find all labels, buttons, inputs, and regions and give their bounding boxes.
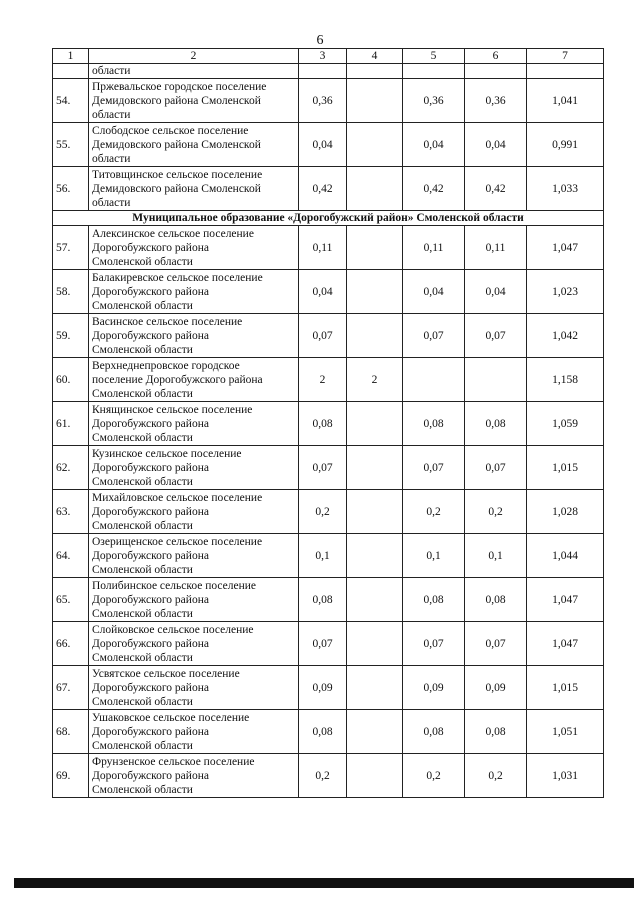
table-row — [53, 622, 604, 666]
row-value-c6: 0,2 — [465, 490, 527, 534]
row-value-c5: 0,11 — [403, 226, 465, 270]
row-value-c4 — [347, 622, 403, 666]
row-name-line: Дорогобужского района — [92, 593, 209, 606]
row-value-c5: 0,08 — [403, 578, 465, 622]
row-name — [89, 402, 299, 446]
row-number: 56. — [53, 167, 89, 211]
row-value-c6: 0,08 — [465, 402, 527, 446]
row-value-c5: 0,1 — [403, 534, 465, 578]
row-value-c7: 1,044 — [527, 534, 604, 578]
row-value-c7: 1,051 — [527, 710, 604, 754]
row-number: 65. — [53, 578, 89, 622]
row-name-line: Кузинское сельское поселение — [92, 447, 242, 460]
table-row — [53, 270, 604, 314]
row-value-c4 — [347, 79, 403, 123]
table-row — [53, 167, 604, 211]
row-value-c7: 1,015 — [527, 666, 604, 710]
table-row — [53, 578, 604, 622]
row-value-c7: 1,047 — [527, 226, 604, 270]
row-value-c5: 0,2 — [403, 490, 465, 534]
table-row — [53, 710, 604, 754]
table-row — [53, 226, 604, 270]
row-value-c5: 0,07 — [403, 314, 465, 358]
row-name-line: Полибинское сельское поселение — [92, 579, 257, 592]
row-value-c3: 0,09 — [299, 666, 347, 710]
row-name — [89, 270, 299, 314]
continuation-row — [53, 64, 604, 79]
row-value-c4 — [347, 534, 403, 578]
section-title: Муниципальное образование «Дорогобужский район» Смоленской области — [53, 211, 604, 226]
row-number: 64. — [53, 534, 89, 578]
row-value-c3: 0,1 — [299, 534, 347, 578]
row-value-c6: 0,08 — [465, 578, 527, 622]
table-row — [53, 79, 604, 123]
row-value-c7: 1,059 — [527, 402, 604, 446]
row-name-line: Смоленской области — [92, 783, 193, 796]
row-number: 63. — [53, 490, 89, 534]
row-name-line: Демидовского района Смоленской — [92, 182, 261, 195]
row-name — [89, 446, 299, 490]
row-value-c7: 1,041 — [527, 79, 604, 123]
row-number: 69. — [53, 754, 89, 798]
row-value-c6: 0,36 — [465, 79, 527, 123]
row-name-line: Смоленской области — [92, 651, 193, 664]
row-name — [89, 123, 299, 167]
row-name-line: Смоленской области — [92, 475, 193, 488]
row-value-c3: 0,04 — [299, 270, 347, 314]
row-value-c4 — [347, 167, 403, 211]
col-header: 2 — [89, 49, 299, 64]
row-name-line: Дорогобужского района — [92, 417, 209, 430]
row-value-c4: 2 — [347, 358, 403, 402]
row-value-c4 — [347, 446, 403, 490]
row-name-line: Васинское сельское поселение — [92, 315, 243, 328]
row-name-line: Алексинское сельское поселение — [92, 227, 254, 240]
row-value-c7: 1,047 — [527, 578, 604, 622]
row-value-c6: 0,09 — [465, 666, 527, 710]
row-value-c3: 0,07 — [299, 446, 347, 490]
row-name-line: Михайловское сельское поселение — [92, 491, 263, 504]
table-row — [53, 402, 604, 446]
row-value-c7: 1,158 — [527, 358, 604, 402]
row-value-c3: 0,11 — [299, 226, 347, 270]
row-value-c3: 0,2 — [299, 490, 347, 534]
row-name — [89, 666, 299, 710]
row-name-line: Смоленской области — [92, 343, 193, 356]
row-value-c7: 1,042 — [527, 314, 604, 358]
row-value-c4 — [347, 270, 403, 314]
row-name-line: Княщинское сельское поселение — [92, 403, 253, 416]
row-name — [89, 167, 299, 211]
row-name-line: Слойковское сельское поселение — [92, 623, 254, 636]
row-name — [89, 534, 299, 578]
row-name — [89, 710, 299, 754]
row-name-line: Дорогобужского района — [92, 637, 209, 650]
allocation-table — [52, 48, 604, 798]
row-value-c7: 1,031 — [527, 754, 604, 798]
table-row — [53, 446, 604, 490]
row-name — [89, 622, 299, 666]
row-value-c5: 0,04 — [403, 270, 465, 314]
row-name-line: Пржевальское городское поселение — [92, 80, 267, 93]
scan-bottom-edge — [14, 878, 634, 888]
row-name — [89, 79, 299, 123]
row-value-c3: 0,42 — [299, 167, 347, 211]
col-header: 5 — [403, 49, 465, 64]
row-name-line: Демидовского района Смоленской — [92, 94, 261, 107]
row-number: 61. — [53, 402, 89, 446]
column-header-row — [53, 49, 604, 64]
row-number: 57. — [53, 226, 89, 270]
row-value-c5: 0,07 — [403, 446, 465, 490]
row-number: 54. — [53, 79, 89, 123]
row-name-line: поселение Дорогобужского района — [92, 373, 263, 386]
row-name-line: Дорогобужского района — [92, 549, 209, 562]
row-value-c5: 0,36 — [403, 79, 465, 123]
row-value-c4 — [347, 666, 403, 710]
row-number: 59. — [53, 314, 89, 358]
row-value-c7: 0,991 — [527, 123, 604, 167]
row-value-c4 — [347, 490, 403, 534]
row-name — [89, 314, 299, 358]
row-value-c7: 1,047 — [527, 622, 604, 666]
row-value-c4 — [347, 578, 403, 622]
row-value-c3: 0,2 — [299, 754, 347, 798]
row-number: 62. — [53, 446, 89, 490]
row-name-line: Дорогобужского района — [92, 681, 209, 694]
row-number: 68. — [53, 710, 89, 754]
row-name-line: Смоленской области — [92, 607, 193, 620]
row-value-c6: 0,07 — [465, 314, 527, 358]
row-value-c4 — [347, 226, 403, 270]
row-value-c3: 0,07 — [299, 314, 347, 358]
row-name-line: Демидовского района Смоленской — [92, 138, 261, 151]
row-name-line: Смоленской области — [92, 387, 193, 400]
row-name-line: Озерищенское сельское поселение — [92, 535, 263, 548]
row-value-c6: 0,08 — [465, 710, 527, 754]
row-value-c5 — [403, 358, 465, 402]
row-value-c4 — [347, 710, 403, 754]
row-name-line: Смоленской области — [92, 431, 193, 444]
row-name-line: Дорогобужского района — [92, 461, 209, 474]
row-name-line: Дорогобужского района — [92, 505, 209, 518]
table-row — [53, 754, 604, 798]
row-value-c6: 0,1 — [465, 534, 527, 578]
row-value-c6: 0,04 — [465, 270, 527, 314]
table-row — [53, 534, 604, 578]
table-row — [53, 666, 604, 710]
row-name-line: Смоленской области — [92, 695, 193, 708]
row-name-line: области — [92, 152, 131, 165]
row-number: 66. — [53, 622, 89, 666]
row-name-line: Смоленской области — [92, 739, 193, 752]
row-value-c6: 0,2 — [465, 754, 527, 798]
row-name-line: Титовщинское сельское поселение — [92, 168, 263, 181]
row-name-line: Ушаковское сельское поселение — [92, 711, 250, 724]
row-value-c5: 0,08 — [403, 402, 465, 446]
row-number: 67. — [53, 666, 89, 710]
row-name-line: Дорогобужского района — [92, 241, 209, 254]
row-value-c3: 0,08 — [299, 578, 347, 622]
row-value-c5: 0,2 — [403, 754, 465, 798]
row-name-line: Дорогобужского района — [92, 769, 209, 782]
col-header: 7 — [527, 49, 604, 64]
row-name-line: Слободское сельское поселение — [92, 124, 249, 137]
row-name-line: Смоленской области — [92, 563, 193, 576]
row-value-c4 — [347, 402, 403, 446]
row-value-c3: 0,07 — [299, 622, 347, 666]
row-name-line: Фрунзенское сельское поселение — [92, 755, 255, 768]
row-number: 60. — [53, 358, 89, 402]
row-number: 55. — [53, 123, 89, 167]
row-value-c6 — [465, 358, 527, 402]
table-row — [53, 314, 604, 358]
row-value-c3: 0,08 — [299, 402, 347, 446]
row-value-c5: 0,42 — [403, 167, 465, 211]
row-number: 58. — [53, 270, 89, 314]
row-name-line: Дорогобужского района — [92, 329, 209, 342]
row-value-c6: 0,07 — [465, 446, 527, 490]
row-value-c7: 1,028 — [527, 490, 604, 534]
row-value-c3: 0,36 — [299, 79, 347, 123]
row-value-c6: 0,11 — [465, 226, 527, 270]
row-value-c3: 2 — [299, 358, 347, 402]
row-name-line: Дорогобужского района — [92, 725, 209, 738]
col-header: 3 — [299, 49, 347, 64]
row-value-c4 — [347, 314, 403, 358]
row-value-c3: 0,04 — [299, 123, 347, 167]
row-value-c6: 0,42 — [465, 167, 527, 211]
row-name — [89, 358, 299, 402]
row-value-c3: 0,08 — [299, 710, 347, 754]
table-row — [53, 123, 604, 167]
page-number: 6 — [316, 33, 324, 48]
row-name-line: области — [92, 108, 131, 121]
row-value-c7: 1,033 — [527, 167, 604, 211]
table-row — [53, 490, 604, 534]
row-value-c5: 0,04 — [403, 123, 465, 167]
section-header-row — [53, 211, 604, 226]
row-name-line: Смоленской области — [92, 519, 193, 532]
col-header: 4 — [347, 49, 403, 64]
row-name-line: области — [92, 196, 131, 209]
row-name — [89, 490, 299, 534]
row-value-c4 — [347, 123, 403, 167]
row-name-line: Верхнеднепровское городское — [92, 359, 240, 372]
row-value-c4 — [347, 754, 403, 798]
row-name-line: Балакиревское сельское поселение — [92, 271, 263, 284]
row-value-c5: 0,09 — [403, 666, 465, 710]
continuation-name: области — [89, 64, 299, 79]
row-value-c5: 0,07 — [403, 622, 465, 666]
row-value-c6: 0,07 — [465, 622, 527, 666]
table-row — [53, 358, 604, 402]
row-name-line: Усвятское сельское поселение — [92, 667, 240, 680]
row-value-c6: 0,04 — [465, 123, 527, 167]
row-name — [89, 226, 299, 270]
row-name — [89, 578, 299, 622]
col-header: 6 — [465, 49, 527, 64]
row-name — [89, 754, 299, 798]
col-header: 1 — [53, 49, 89, 64]
row-name-line: Дорогобужского района — [92, 285, 209, 298]
row-value-c7: 1,015 — [527, 446, 604, 490]
row-name-line: Смоленской области — [92, 299, 193, 312]
row-name-line: Смоленской области — [92, 255, 193, 268]
row-value-c5: 0,08 — [403, 710, 465, 754]
row-value-c7: 1,023 — [527, 270, 604, 314]
